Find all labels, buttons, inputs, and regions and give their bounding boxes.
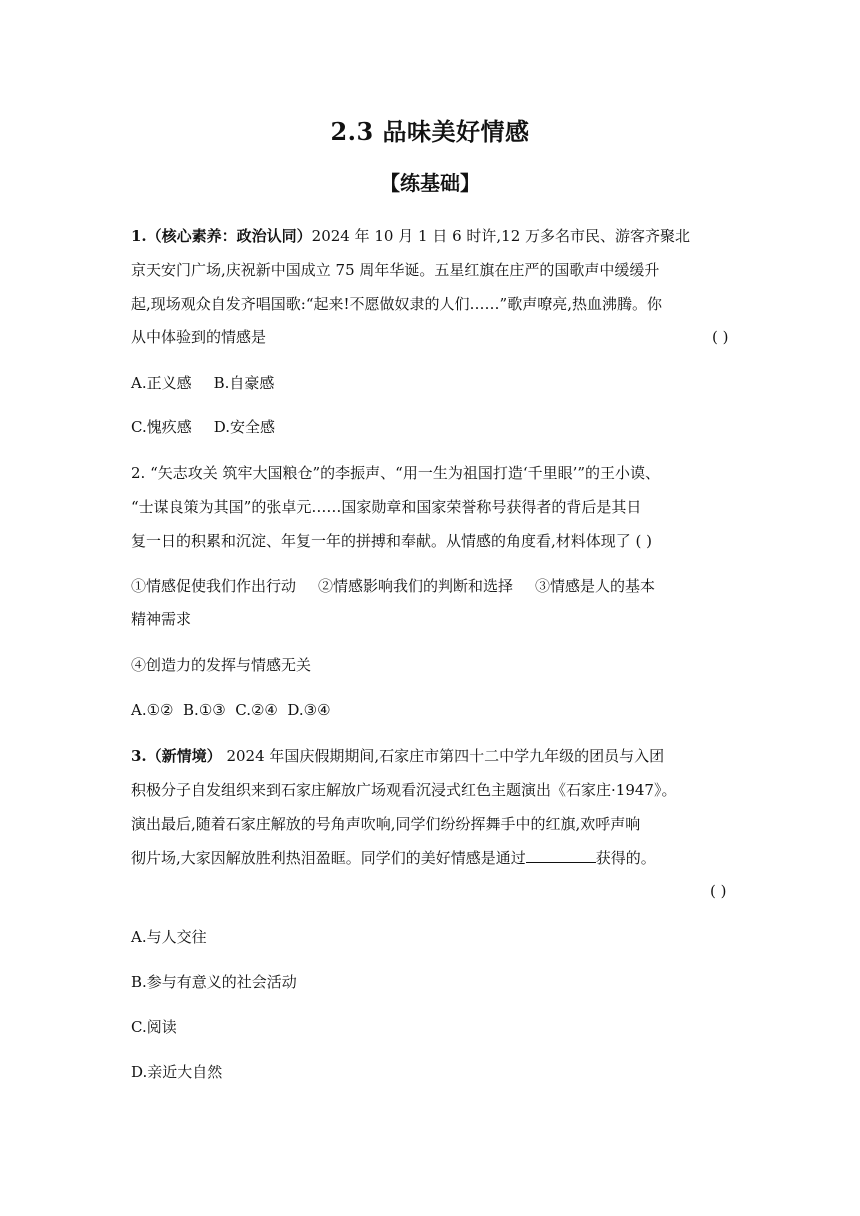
q1-line-2: 京天安门广场,庆祝新中国成立 75 周年华诞。五星红旗在庄严的国歌声中缓缓升 (131, 261, 660, 279)
q3-tag: 3.（新情境） (131, 747, 222, 765)
q1-answer-paren: ( ) (712, 328, 729, 346)
q1-options-row-2 (131, 416, 275, 438)
q1-tag: 1.（核心素养：政治认同） (131, 227, 312, 245)
q3-line-3: 演出最后,随着石家庄解放的号角声吹响,同学们纷纷挥舞手中的红旗,欢呼声响 (131, 815, 641, 833)
q3-answer-blank (526, 848, 596, 863)
q2-statement-3: ③情感是人的基本 (535, 577, 656, 595)
q2-statement-3-cont: 精神需求 (131, 610, 192, 628)
q2-line-1: 2. “矢志攻关 筑牢大国粮仓”的李振声、“用一生为祖国打造‘千里眼’”的王小谟、 (131, 464, 661, 482)
q2-statement-4: ④创造力的发挥与情感无关 (131, 656, 312, 674)
q2-statements-row (131, 575, 655, 597)
q3-line-4 (131, 847, 656, 869)
q3-option-c: C.阅读 (131, 1018, 177, 1036)
q1-option-b: B.自豪感 (213, 374, 275, 392)
q3-answer-paren: ( ) (710, 882, 727, 900)
q3-text-4b: 获得的。 (595, 849, 656, 867)
q2-statement-1: ①情感促使我们作出行动 (131, 577, 297, 595)
q1-line-4: 从中体验到的情感是 (131, 328, 267, 346)
section-heading: 【练基础】 (380, 171, 480, 195)
q1-option-d: D.安全感 (213, 418, 275, 436)
q3-option-a: A.与人交往 (131, 928, 207, 946)
q3-text-1: 2024 年国庆假期期间,石家庄市第四十二中学九年级的团员与入团 (221, 747, 665, 765)
q2-options: A.①② B.①③ C.②④ D.③④ (131, 701, 331, 719)
q2-statement-2: ②情感影响我们的判断和选择 (318, 577, 514, 595)
q3-option-b: B.参与有意义的社会活动 (131, 973, 297, 991)
q3-option-d: D.亲近大自然 (131, 1063, 223, 1081)
q1-line-1 (131, 225, 690, 247)
q2-line-2: “士谋良策为其国”的张卓元……国家勋章和国家荣誉称号获得者的背后是其日 (131, 498, 642, 516)
q3-text-4a: 彻片场,大家因解放胜利热泪盈眶。同学们的美好情感是通过 (131, 849, 526, 867)
q2-line-3: 复一日的积累和沉淀、年复一年的拼搏和奉献。从情感的角度看,材料体现了 ( ) (131, 532, 653, 550)
q1-line-3: 起,现场观众自发齐唱国歌:“起来!不愿做奴隶的人们……”歌声嘹亮,热血沸腾。你 (131, 295, 662, 313)
page-title: 2.3 品味美好情感 (330, 117, 530, 146)
q1-text-1: 2024 年 10 月 1 日 6 时许,12 万多名市民、游客齐聚北 (311, 227, 691, 245)
q1-option-c: C.愧疚感 (131, 418, 192, 436)
q1-option-a: A.正义感 (131, 374, 192, 392)
q3-line-2: 积极分子自发组织来到石家庄解放广场观看沉浸式红色主题演出《石家庄·1947》。 (131, 781, 677, 799)
q3-line-1 (131, 745, 664, 767)
q1-options-row-1 (131, 372, 274, 394)
